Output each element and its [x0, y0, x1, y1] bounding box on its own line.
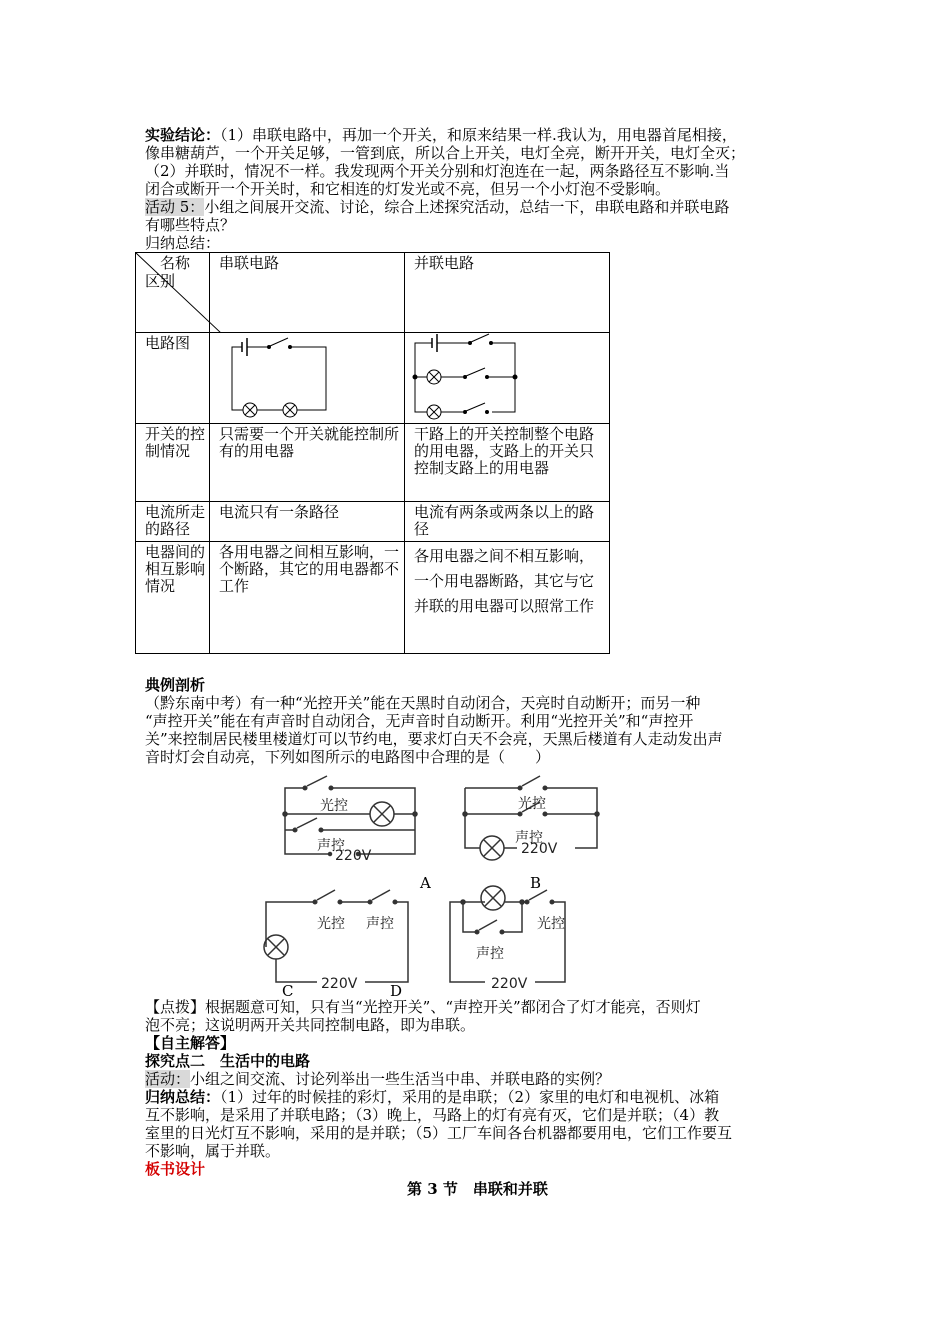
corner-bottom-label: 区别	[145, 272, 176, 290]
self-answer: 【自主解答】	[145, 1034, 236, 1052]
conclusion-line-2: 像串糖葫芦，一个开关足够，一管到底，所以合上开关，电灯全亮，断开开关，电灯全灭；	[145, 144, 746, 162]
conclusion-line-4: 闭合或断开一个开关时，和它相连的灯发光或不亮，但另一个小灯泡不受影响。	[145, 180, 671, 198]
b-sound-label: 声控	[515, 830, 543, 846]
col-parallel-header: 并联电路	[405, 253, 610, 333]
hint-line-1: 【点拨】根据题意可知，只有当“光控开关”、“声控开关”都闭合了灯才能亮，否则灯	[145, 998, 701, 1016]
option-figures	[145, 770, 810, 998]
table-row-influence	[136, 542, 610, 654]
board-design-title: 板书设计	[145, 1160, 206, 1178]
example-line-2: “声控开关”能在有声音时自动闭合，无声音时自动断开。利用“光控开关”和“声控开	[145, 712, 694, 730]
a-voltage-label: 220V	[335, 848, 372, 864]
table-header-row	[136, 253, 610, 333]
conclusion-line-1: 实验结论：（1）串联电路中，再加一个开关，和原来结果一样.我认为，用电器首尾相接，	[145, 126, 737, 144]
conclusion-label: 实验结论：	[145, 126, 221, 144]
activity5-label: 活动 5：	[145, 198, 205, 216]
example-line-3: 关”来控制居民楼里楼道灯可以节约电，要求灯白天不会亮，天黑后楼道有人走动发出声	[145, 730, 723, 748]
point2-title: 探究点二 生活中的电路	[145, 1052, 311, 1070]
parallel-circuit-diagram	[405, 333, 599, 423]
summary2-line-3: 室里的日光灯互不影响，采用的是并联；（5）工厂车间各台机器都要用电，它们工作要互	[145, 1124, 733, 1142]
table-row-diagram	[136, 333, 610, 424]
hint-line-2: 泡不亮；这说明两开关共同控制电路，即为串联。	[145, 1016, 476, 1034]
series-circuit-diagram	[210, 333, 404, 423]
parallel-path-cell: 电流有两条或两条以上的路径	[405, 502, 610, 542]
d-light-label: 光控	[537, 916, 565, 932]
option-a-label: A	[420, 874, 431, 892]
a-light-label: 光控	[320, 798, 348, 814]
option-b-label: B	[530, 874, 542, 892]
b-light-label: 光控	[518, 796, 546, 812]
parallel-switch-cell: 干路上的开关控制整个电路的用电器，支路上的开关只控制支路上的用电器	[405, 424, 610, 502]
option-d-label: D	[390, 982, 403, 998]
c-light-label: 光控	[317, 916, 345, 932]
series-path-cell: 电流只有一条路径	[210, 502, 405, 542]
activity-label: 活动：	[145, 1070, 191, 1088]
a-sound-label: 声控	[317, 838, 345, 854]
col-series-header: 串联电路	[210, 253, 405, 333]
c-sound-label: 声控	[366, 916, 394, 932]
activity-line: 活动：小组之间交流、讨论列举出一些生活当中串、并联电路的实例？	[145, 1070, 611, 1088]
c-voltage-label: 220V	[321, 976, 358, 992]
row-head-diagram: 电路图	[136, 333, 210, 424]
parallel-diagram-cell	[405, 333, 610, 424]
summary2-line-4: 不影响，属于并联。	[145, 1142, 281, 1160]
row-head-switch: 开关的控制情况	[136, 424, 210, 502]
parallel-influence-cell: 各用电器之间不相互影响，一个用电器断路，其它与它并联的用电器可以照常工作	[405, 542, 610, 654]
corner-top-label: 名称	[160, 254, 191, 272]
example-title: 典例剖析	[145, 676, 206, 694]
document-page	[145, 126, 810, 1198]
option-c-label: C	[282, 982, 294, 998]
option-circuits-svg	[145, 770, 810, 998]
row-head-path: 电流所走的路径	[136, 502, 210, 542]
series-diagram-cell	[210, 333, 405, 424]
activity5-line-1: 活动 5：小组之间展开交流、讨论，综合上述探究活动，总结一下，串联电路和并联电路	[145, 198, 730, 216]
summary2-label: 归纳总结：	[145, 1088, 221, 1106]
d-voltage-label: 220V	[491, 976, 528, 992]
conclusion-line-3: （2）并联时，情况不一样。我发现两个开关分别和灯泡连在一起，两条路径互不影响.当	[145, 162, 730, 180]
series-influence-cell: 各用电器之间相互影响，一个断路，其它的用电器都不工作	[210, 542, 405, 654]
example-line-4: 音时灯会自动亮，下列如图所示的电路图中合理的是（ ）	[145, 748, 551, 766]
summary-label: 归纳总结：	[145, 234, 221, 252]
summary2-line-2: 互不影响，是采用了并联电路；（3）晚上，马路上的灯有亮有灭，它们是并联；（4）教	[145, 1106, 720, 1124]
activity5-line-2: 有哪些特点？	[145, 216, 236, 234]
summary2-line-1: 归纳总结：（1）过年的时候挂的彩灯，采用的是串联；（2）家里的电灯和电视机、冰箱	[145, 1088, 720, 1106]
section-title: 第 3 节 串联和并联	[407, 1180, 548, 1198]
b-voltage-label: 220V	[521, 841, 558, 857]
example-line-1: （黔东南中考）有一种“光控开关”能在天黑时自动闭合，天亮时自动断开；而另一种	[145, 694, 701, 712]
comparison-table	[135, 252, 610, 654]
table-corner-cell	[136, 253, 210, 333]
table-row-switch	[136, 424, 610, 502]
row-head-influence: 电器间的相互影响情况	[136, 542, 210, 654]
table-row-path	[136, 502, 610, 542]
d-sound-label: 声控	[476, 946, 504, 962]
series-switch-cell: 只需要一个开关就能控制所有的用电器	[210, 424, 405, 502]
